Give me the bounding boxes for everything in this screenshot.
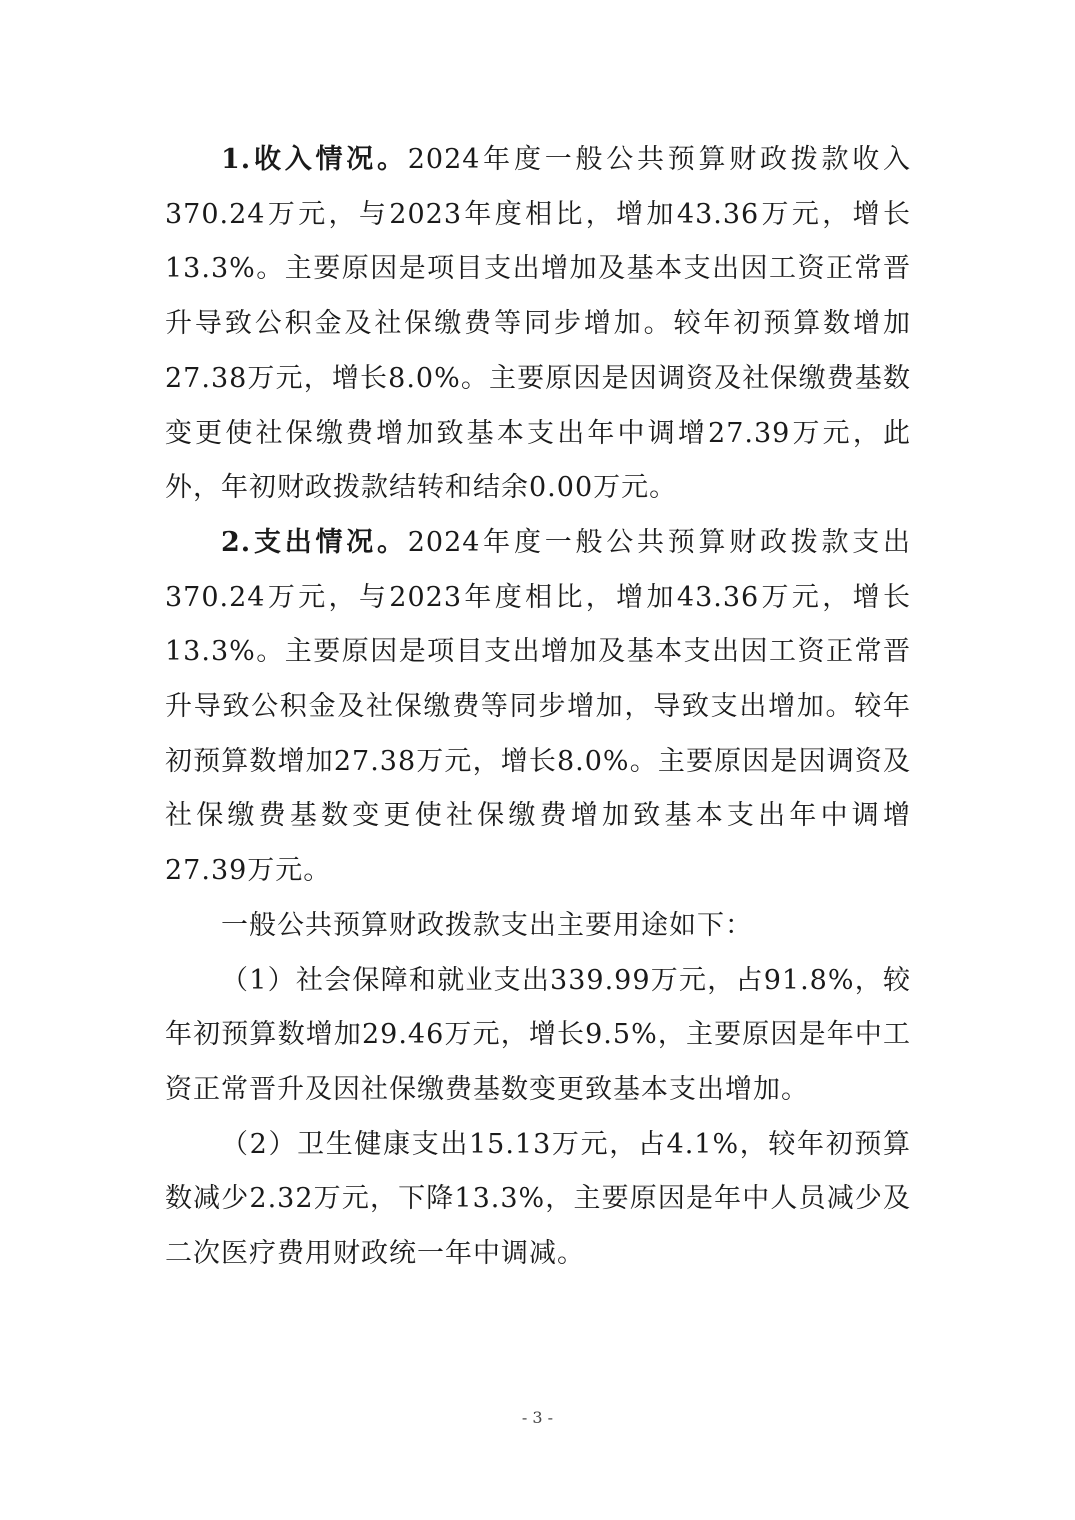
paragraph-usage-intro <box>165 899 911 954</box>
paragraph-text: 一般公共预算财政拨款支出主要用途如下： <box>221 909 753 941</box>
paragraph-expenditure <box>165 516 911 899</box>
document-body <box>165 133 911 1282</box>
paragraph-item-2 <box>165 1118 911 1282</box>
paragraph-text: （2）卫生健康支出15.13万元，占4.1%，较年初预算数减少2.32万元，下降13.3%，主要原因是年中人员减少及二次医疗费用财政统一年中调减。 <box>165 1128 911 1270</box>
paragraph-income <box>165 133 911 516</box>
paragraph-heading: 2.支出情况。 <box>221 526 408 558</box>
paragraph-heading: 1.收入情况。 <box>221 144 408 175</box>
page-number: - 3 - <box>521 1408 554 1427</box>
paragraph-text: 2024年度一般公共预算财政拨款收入370.24万元，与2023年度相比，增加43.36万元，增长13.3%。主要原因是项目支出增加及基本支出因工资正常晋升导致公积金及社保缴费等同步增加。较年初预算数增加27.38万元，增长8.0%。主要原因是因调资及社保缴费基数变更使社保缴费增加致基本支出年中调增27.39万元，此外，年初财政拨款结转和结余0.00万元。 <box>165 144 911 504</box>
paragraph-text: （1）社会保障和就业支出339.99万元，占91.8%，较年初预算数增加29.46万元，增长9.5%，主要原因是年中工资正常晋升及因社保缴费基数变更致基本支出增加。 <box>165 964 911 1105</box>
paragraph-item-1 <box>165 954 911 1118</box>
paragraph-text: 2024年度一般公共预算财政拨款支出370.24万元，与2023年度相比，增加43.36万元，增长13.3%。主要原因是项目支出增加及基本支出因工资正常晋升导致公积金及社保缴费等同步增加，导致支出增加。较年初预算数增加27.38万元，增长8.0%。主要原因是因调资及社保缴费基数变更使社保缴费增加致基本支出年中调增27.39万元。 <box>165 526 911 887</box>
